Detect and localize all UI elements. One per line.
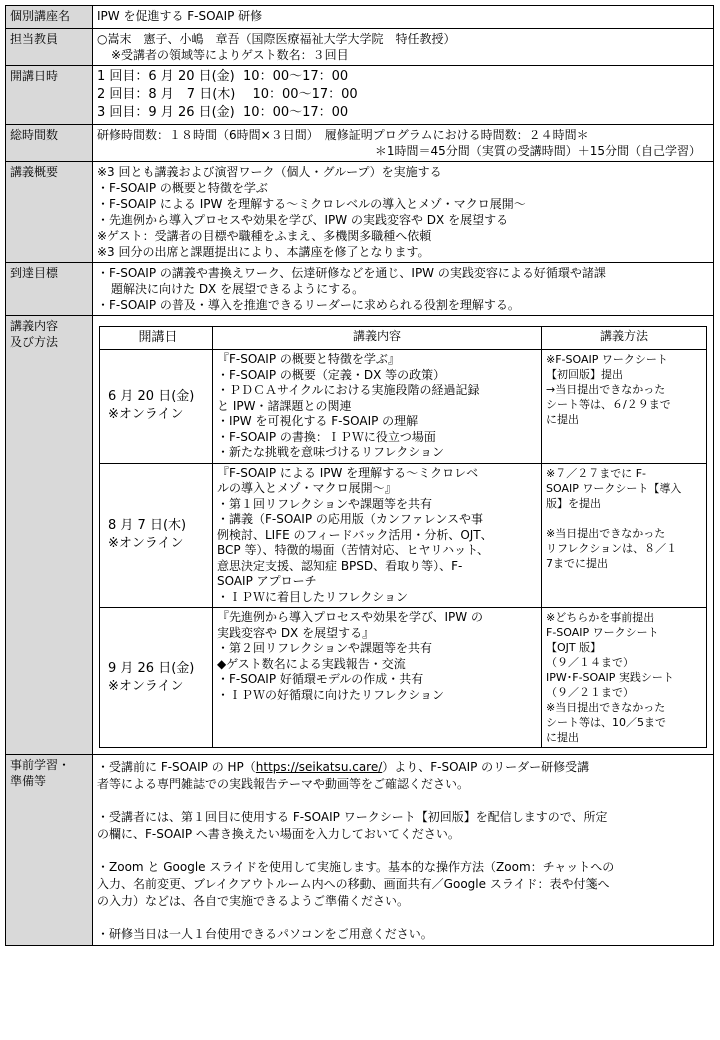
- session-date: 6 月 20 日(金): [108, 389, 195, 405]
- method-line: リフレクションは、８／１: [546, 541, 678, 555]
- method-line: に提出: [546, 731, 579, 744]
- content-line: 実践変容や DX を展望する』: [217, 625, 375, 640]
- method-line: に提出: [546, 413, 579, 426]
- label-overview: 講義概要: [6, 162, 93, 263]
- overview-line: ※ゲスト：受講者の目標や職種をふまえ、多機関多職種へ依頼: [97, 229, 432, 243]
- method-line: （９／１４まで）: [546, 656, 634, 669]
- overview-line: ・F-SOAIP による IPW を理解する～ミクロレベルの導入とメゾ・マクロ展開～: [97, 197, 526, 211]
- label-course: 個別講座名: [6, 6, 93, 29]
- label-hours: 総時間数: [6, 125, 93, 162]
- prep-p3-line1: ・Zoom と Google スライドを使用して実施します。基本的な操作方法（Zoom：チャットへの: [97, 860, 615, 874]
- method-line: ※F-SOAIP ワークシート: [546, 353, 668, 366]
- content-line: 『F-SOAIP による IPW を理解する～ミクロレベ: [217, 465, 479, 480]
- method-line: 【OJT 版】: [546, 641, 602, 654]
- header-method: 講義方法: [542, 327, 707, 350]
- hours-line2: ＊1時間＝45分間（実質の受講時間）＋15分間（自己学習）: [374, 144, 701, 158]
- prep-p4: ・研修当日は一人１台使用できるパソコンをご用意ください。: [97, 927, 433, 941]
- syllabus-page: [5, 5, 714, 1033]
- session-date: 9 月 26 日(金): [108, 660, 195, 676]
- content-line: BCP 等）、特徴的場面（苦情対応、ヒヤリハット、: [217, 543, 490, 557]
- content-line: ・F-SOAIP 好循環モデルの作成・共有: [217, 672, 424, 686]
- method-line: IPW･F-SOAIP 実践シート: [546, 671, 674, 684]
- goal-line: ・F-SOAIP の講義や書換えワーク、伝達研修などを通じ、IPW の実践変容による好循環や諸課: [97, 266, 606, 280]
- content-line: ・ＩＰＷの好循環に向けたリフレクション: [217, 687, 445, 702]
- label-dates: 開講日時: [6, 66, 93, 125]
- method-line: F-SOAIP ワークシート: [546, 626, 659, 639]
- contents-row: [100, 463, 707, 608]
- label-prep-2: 準備等: [10, 774, 47, 788]
- row-contents: [6, 316, 714, 755]
- row-course: [6, 6, 714, 29]
- row-prep: [6, 755, 714, 946]
- row-goals: [6, 263, 714, 316]
- method-line: ※７／２７までに F-: [546, 466, 647, 480]
- content-line: ・IPW を可視化する F-SOAIP の理解: [217, 414, 419, 428]
- date-item: 2 回目：8 月 7 日(木) 10：00～17：00: [97, 87, 358, 102]
- fsoaip-homepage-link[interactable]: https://seikatsu.care/: [255, 760, 383, 774]
- label-instructors: 担当教員: [6, 29, 93, 66]
- label-contents-2: 及び方法: [10, 335, 59, 349]
- value-course: IPW を促進する F-SOAIP 研修: [93, 6, 714, 29]
- goal-line: ・F-SOAIP の普及・導入を推進できるリーダーに求められる役割を理解する。: [97, 298, 520, 312]
- hours-line1: 研修時間数：１８時間（6時間×３日間） 履修証明プログラムにおける時間数：２４時間＊: [97, 128, 589, 142]
- content-line: と IPW・諸課題との関連: [217, 398, 352, 413]
- content-line: ・F-SOAIP の書換：ＩＰＷに役立つ場面: [217, 429, 436, 444]
- content-line: ・第２回リフレクションや課題等を共有: [217, 641, 433, 655]
- contents-row: [100, 608, 707, 748]
- method-line: ※当日提出できなかった: [546, 526, 666, 540]
- overview-line: ・F-SOAIP の概要と特徴を学ぶ: [97, 181, 268, 195]
- content-line: ・新たな挑戦を意味づけるリフレクション: [217, 445, 445, 459]
- row-dates: [6, 66, 714, 125]
- session-mode: ※オンライン: [108, 407, 184, 423]
- contents-table: [99, 326, 707, 748]
- method-line: ※どちらかを事前提出: [546, 611, 655, 624]
- label-prep-1: 事前学習・: [10, 758, 71, 772]
- instructors-note: ※受講者の領域等によりゲスト数名：３回目: [111, 48, 349, 62]
- overview-line: ※3 回分の出席と課題提出により、本講座を修了となります。: [97, 245, 430, 259]
- row-overview: [6, 162, 714, 263]
- method-line: 版】を提出: [546, 496, 601, 510]
- prep-p1-line2: 者等による専門雑誌での実践報告テーマや動画等をご確認ください。: [97, 777, 470, 791]
- overview-line: ・先進例から導入プロセスや効果を学び、IPW の実践変容や DX を展望する: [97, 213, 509, 227]
- prep-p2-line2: の欄に、F-SOAIP へ書き換えたい場面を入力しておいてください。: [97, 827, 460, 841]
- method-line: →当日提出できなかった: [546, 383, 666, 396]
- session-date: 8 月 7 日(木): [108, 518, 187, 534]
- label-goals: 到達目標: [6, 263, 93, 316]
- prep-p2-line1: ・受講者には、第１回目に使用する F-SOAIP ワークシート【初回版】を配信しますので、所定: [97, 810, 608, 824]
- session-mode: ※オンライン: [108, 536, 184, 552]
- method-line: SOAIP ワークシート【導入: [546, 481, 682, 495]
- content-line: 『F-SOAIP の概要と特徴を学ぶ』: [217, 352, 400, 366]
- row-instructors: [6, 29, 714, 66]
- session-mode: ※オンライン: [108, 678, 184, 694]
- goal-line: 題解決に向けた DX を展望できるようにする。: [111, 282, 365, 296]
- method-line: ※当日提出できなかった: [546, 701, 666, 714]
- method-line: 7までに提出: [546, 556, 608, 570]
- content-line: 『先進例から導入プロセスや効果を学び、IPW の: [217, 610, 483, 624]
- method-line: シート等は、６/２９まで: [546, 398, 671, 411]
- content-line: ・ＩＰＷに着目したリフレクション: [217, 589, 409, 604]
- prep-p3-line3: の入力）などは、各自で実施できるようご準備ください。: [97, 894, 410, 908]
- date-item: 3 回目：9 月 26 日(金) 10：00～17：00: [97, 105, 349, 120]
- content-line: 例検討、LIFE のフィードバック活用・分析、OJT、: [217, 527, 493, 542]
- label-contents-1: 講義内容: [10, 319, 59, 333]
- content-line: ・第１回リフレクションや課題等を共有: [217, 496, 433, 511]
- content-line: 意思決定支援、認知症 BPSD、看取り等）、F-: [217, 558, 463, 573]
- header-date: 開講日: [100, 327, 213, 350]
- prep-paragraph-1: [97, 759, 709, 776]
- content-line: ・ＰＤＣＡサイクルにおける実施段階の経過記録: [217, 383, 480, 397]
- method-line: [546, 511, 702, 526]
- method-line: シート等は、10／5まで: [546, 716, 666, 729]
- content-line: ・講義（F-SOAIP の応用版（カンファレンスや事: [217, 512, 483, 526]
- overview-line: ※3 回とも講義および演習ワーク（個人・グループ）を実施する: [97, 165, 442, 179]
- content-line: ◆ゲスト数名による実践報告・交流: [217, 656, 406, 671]
- prep-p3-line2: 入力、名前変更、ブレイクアウトルーム内への移動、画面共有／Google スライド：表や付箋へ: [97, 877, 610, 891]
- method-line: （９／２１まで）: [546, 686, 634, 699]
- header-content: 講義内容: [213, 327, 542, 350]
- content-line: ルの導入とメゾ・マクロ展開～』: [217, 481, 397, 495]
- contents-row: [100, 350, 707, 464]
- instructors-names: ○嵩末 憲子、小嶋 章吾（国際医療福祉大学大学院 特任教授）: [97, 32, 456, 46]
- method-line: 【初回版】提出: [546, 368, 623, 381]
- contents-header-row: [100, 327, 707, 350]
- prep-p1-before: ・受講前に F-SOAIP の HP（: [97, 760, 256, 774]
- content-line: ・F-SOAIP の概要（定義・DX 等の政策）: [217, 367, 446, 382]
- row-hours: [6, 125, 714, 162]
- prep-p1-after: ）より、F-SOAIP のリーダー研修受講: [382, 760, 590, 774]
- syllabus-table: [5, 5, 714, 946]
- date-item: 1 回目：6 月 20 日(金) 10：00～17：00: [97, 69, 349, 84]
- content-line: SOAIP アプローチ: [217, 574, 317, 588]
